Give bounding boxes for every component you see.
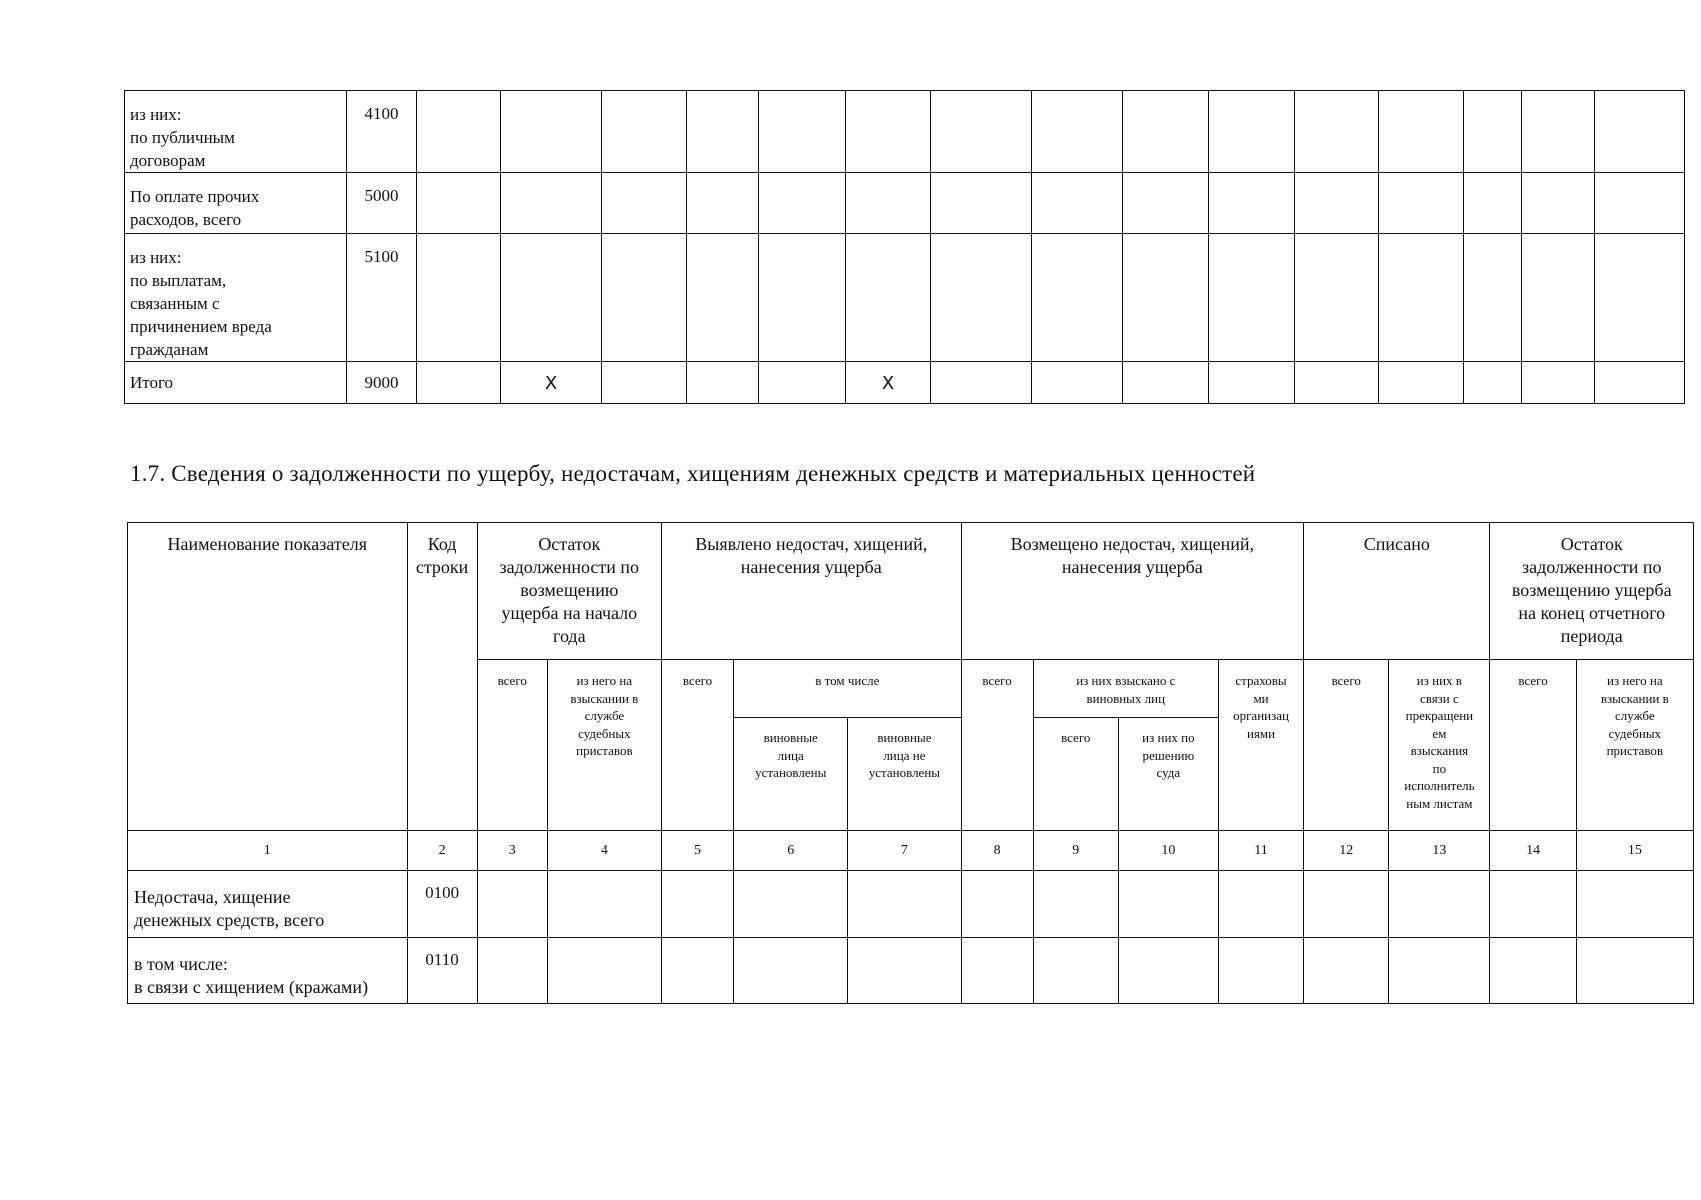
empty-cell	[1304, 871, 1389, 938]
row-indicator-name: из них: по выплатам, связанным с причинением вреда гражданам	[125, 234, 347, 362]
header-balance-end: Остаток задолженности по возмещению ущерба на конец отчетного периода	[1490, 523, 1694, 660]
empty-cell	[1295, 173, 1379, 234]
row-code: 9000	[347, 362, 417, 404]
empty-cell	[1522, 234, 1595, 362]
header-wo-termination: из них в связи с прекращени ем взыскания по исполнитель ным листам	[1389, 660, 1490, 831]
empty-cell	[931, 173, 1032, 234]
empty-cell	[846, 234, 931, 362]
header-reim-insurers: страховы ми организац иями	[1218, 660, 1303, 831]
empty-cell	[1209, 173, 1295, 234]
empty-cell	[501, 91, 602, 173]
empty-cell	[846, 91, 931, 173]
header-wo-total: всего	[1304, 660, 1389, 831]
column-number: 12	[1304, 831, 1389, 871]
empty-cell	[1295, 234, 1379, 362]
empty-cell	[1032, 91, 1123, 173]
empty-cell	[1595, 173, 1685, 234]
empty-cell	[848, 871, 961, 938]
header-row-code: Код строки	[407, 523, 477, 831]
row-indicator-name: в том числе: в связи с хищением (кражами)	[128, 938, 408, 1004]
empty-cell	[1464, 173, 1522, 234]
empty-cell	[1218, 871, 1303, 938]
empty-cell	[1389, 938, 1490, 1004]
empty-cell	[1123, 173, 1209, 234]
empty-cell	[1209, 91, 1295, 173]
empty-cell	[1379, 173, 1464, 234]
empty-cell	[661, 938, 733, 1004]
header-reimbursed: Возмещено недостач, хищений, нанесения ущерба	[961, 523, 1304, 660]
column-number: 3	[477, 831, 547, 871]
column-number: 15	[1576, 831, 1693, 871]
column-number: 1	[128, 831, 408, 871]
header-written-off: Списано	[1304, 523, 1490, 660]
empty-cell	[417, 362, 501, 404]
empty-cell	[1595, 362, 1685, 404]
empty-cell	[848, 938, 961, 1004]
empty-cell	[602, 173, 687, 234]
empty-cell	[1118, 871, 1218, 938]
empty-cell	[1389, 871, 1490, 938]
column-numbers-row	[128, 831, 1694, 871]
x-mark-cell: X	[501, 362, 602, 404]
empty-cell	[1464, 91, 1522, 173]
row-code: 5000	[347, 173, 417, 234]
empty-cell	[602, 234, 687, 362]
table-row	[128, 871, 1694, 938]
empty-cell	[1522, 173, 1595, 234]
empty-cell	[1522, 91, 1595, 173]
empty-cell	[602, 91, 687, 173]
header-reim-culprits-total: всего	[1033, 718, 1118, 831]
empty-cell	[1123, 91, 1209, 173]
header-det-including: в том числе	[734, 660, 961, 718]
empty-cell	[759, 173, 846, 234]
empty-cell	[1576, 871, 1693, 938]
section-title: 1.7. Сведения о задолженности по ущербу, недостачам, хищениям денежных средств и материальных ценностей	[130, 461, 1256, 486]
empty-cell	[477, 938, 547, 1004]
empty-cell	[1209, 362, 1295, 404]
row-code: 5100	[347, 234, 417, 362]
empty-cell	[1464, 362, 1522, 404]
column-number: 5	[661, 831, 733, 871]
empty-cell	[931, 234, 1032, 362]
column-number: 9	[1033, 831, 1118, 871]
header-be-total: всего	[1490, 660, 1576, 831]
empty-cell	[846, 173, 931, 234]
empty-cell	[687, 173, 759, 234]
empty-cell	[501, 173, 602, 234]
header-indicator-name: Наименование показателя	[128, 523, 408, 831]
empty-cell	[1576, 938, 1693, 1004]
row-code: 0110	[407, 938, 477, 1004]
empty-cell	[961, 938, 1033, 1004]
column-number: 11	[1218, 831, 1303, 871]
empty-cell	[547, 871, 661, 938]
row-indicator-name: из них: по публичным договорам	[125, 91, 347, 173]
table-row	[128, 938, 1694, 1004]
column-number: 6	[734, 831, 848, 871]
column-number: 7	[848, 831, 961, 871]
column-number: 14	[1490, 831, 1576, 871]
table-row	[125, 173, 1685, 234]
empty-cell	[1295, 362, 1379, 404]
empty-cell	[1032, 362, 1123, 404]
empty-cell	[1595, 234, 1685, 362]
empty-cell	[687, 234, 759, 362]
empty-cell	[734, 938, 848, 1004]
empty-cell	[417, 173, 501, 234]
empty-cell	[1464, 234, 1522, 362]
empty-cell	[1304, 938, 1389, 1004]
header-reim-court: из них по решению суда	[1118, 718, 1218, 831]
column-number: 8	[961, 831, 1033, 871]
empty-cell	[687, 91, 759, 173]
header-det-culprits-known: виновные лица установлены	[734, 718, 848, 831]
header-reim-from-culprits: из них взыскано с виновных лиц	[1033, 660, 1218, 718]
row-code: 0100	[407, 871, 477, 938]
header-be-bailiffs: из него на взыскании в службе судебных приставов	[1576, 660, 1693, 831]
empty-cell	[687, 362, 759, 404]
empty-cell	[417, 91, 501, 173]
empty-cell	[1032, 234, 1123, 362]
empty-cell	[931, 362, 1032, 404]
empty-cell	[1123, 234, 1209, 362]
empty-cell	[661, 871, 733, 938]
column-number: 4	[547, 831, 661, 871]
header-reim-total: всего	[961, 660, 1033, 831]
damage-debt-table	[127, 522, 1694, 1004]
empty-cell	[417, 234, 501, 362]
budget-obligations-table-continuation	[124, 90, 1685, 404]
empty-cell	[501, 234, 602, 362]
row-indicator-name: Недостача, хищение денежных средств, всего	[128, 871, 408, 938]
empty-cell	[1033, 938, 1118, 1004]
empty-cell	[734, 871, 848, 938]
empty-cell	[1490, 871, 1576, 938]
empty-cell	[1379, 234, 1464, 362]
header-bs-bailiffs: из него на взыскании в службе судебных приставов	[547, 660, 661, 831]
row-code: 4100	[347, 91, 417, 173]
table-row	[125, 234, 1685, 362]
column-number: 13	[1389, 831, 1490, 871]
empty-cell	[759, 91, 846, 173]
empty-cell	[759, 362, 846, 404]
empty-cell	[1595, 91, 1685, 173]
header-bs-total: всего	[477, 660, 547, 831]
empty-cell	[1209, 234, 1295, 362]
table-row	[125, 362, 1685, 404]
empty-cell	[961, 871, 1033, 938]
header-det-culprits-unknown: виновные лица не установлены	[848, 718, 961, 831]
table-row	[125, 91, 1685, 173]
empty-cell	[1032, 173, 1123, 234]
empty-cell	[547, 938, 661, 1004]
row-indicator-name: Итого	[125, 362, 347, 404]
empty-cell	[1295, 91, 1379, 173]
empty-cell	[759, 234, 846, 362]
header-detected: Выявлено недостач, хищений, нанесения ущерба	[661, 523, 961, 660]
column-number: 2	[407, 831, 477, 871]
empty-cell	[1490, 938, 1576, 1004]
header-det-total: всего	[661, 660, 733, 831]
empty-cell	[477, 871, 547, 938]
empty-cell	[1033, 871, 1118, 938]
header-balance-start: Остаток задолженности по возмещению ущерба на начало года	[477, 523, 661, 660]
empty-cell	[1379, 362, 1464, 404]
empty-cell	[1118, 938, 1218, 1004]
empty-cell	[1522, 362, 1595, 404]
column-number: 10	[1118, 831, 1218, 871]
empty-cell	[1218, 938, 1303, 1004]
x-mark-cell: X	[846, 362, 931, 404]
empty-cell	[602, 362, 687, 404]
empty-cell	[1379, 91, 1464, 173]
row-indicator-name: По оплате прочих расходов, всего	[125, 173, 347, 234]
empty-cell	[931, 91, 1032, 173]
empty-cell	[1123, 362, 1209, 404]
